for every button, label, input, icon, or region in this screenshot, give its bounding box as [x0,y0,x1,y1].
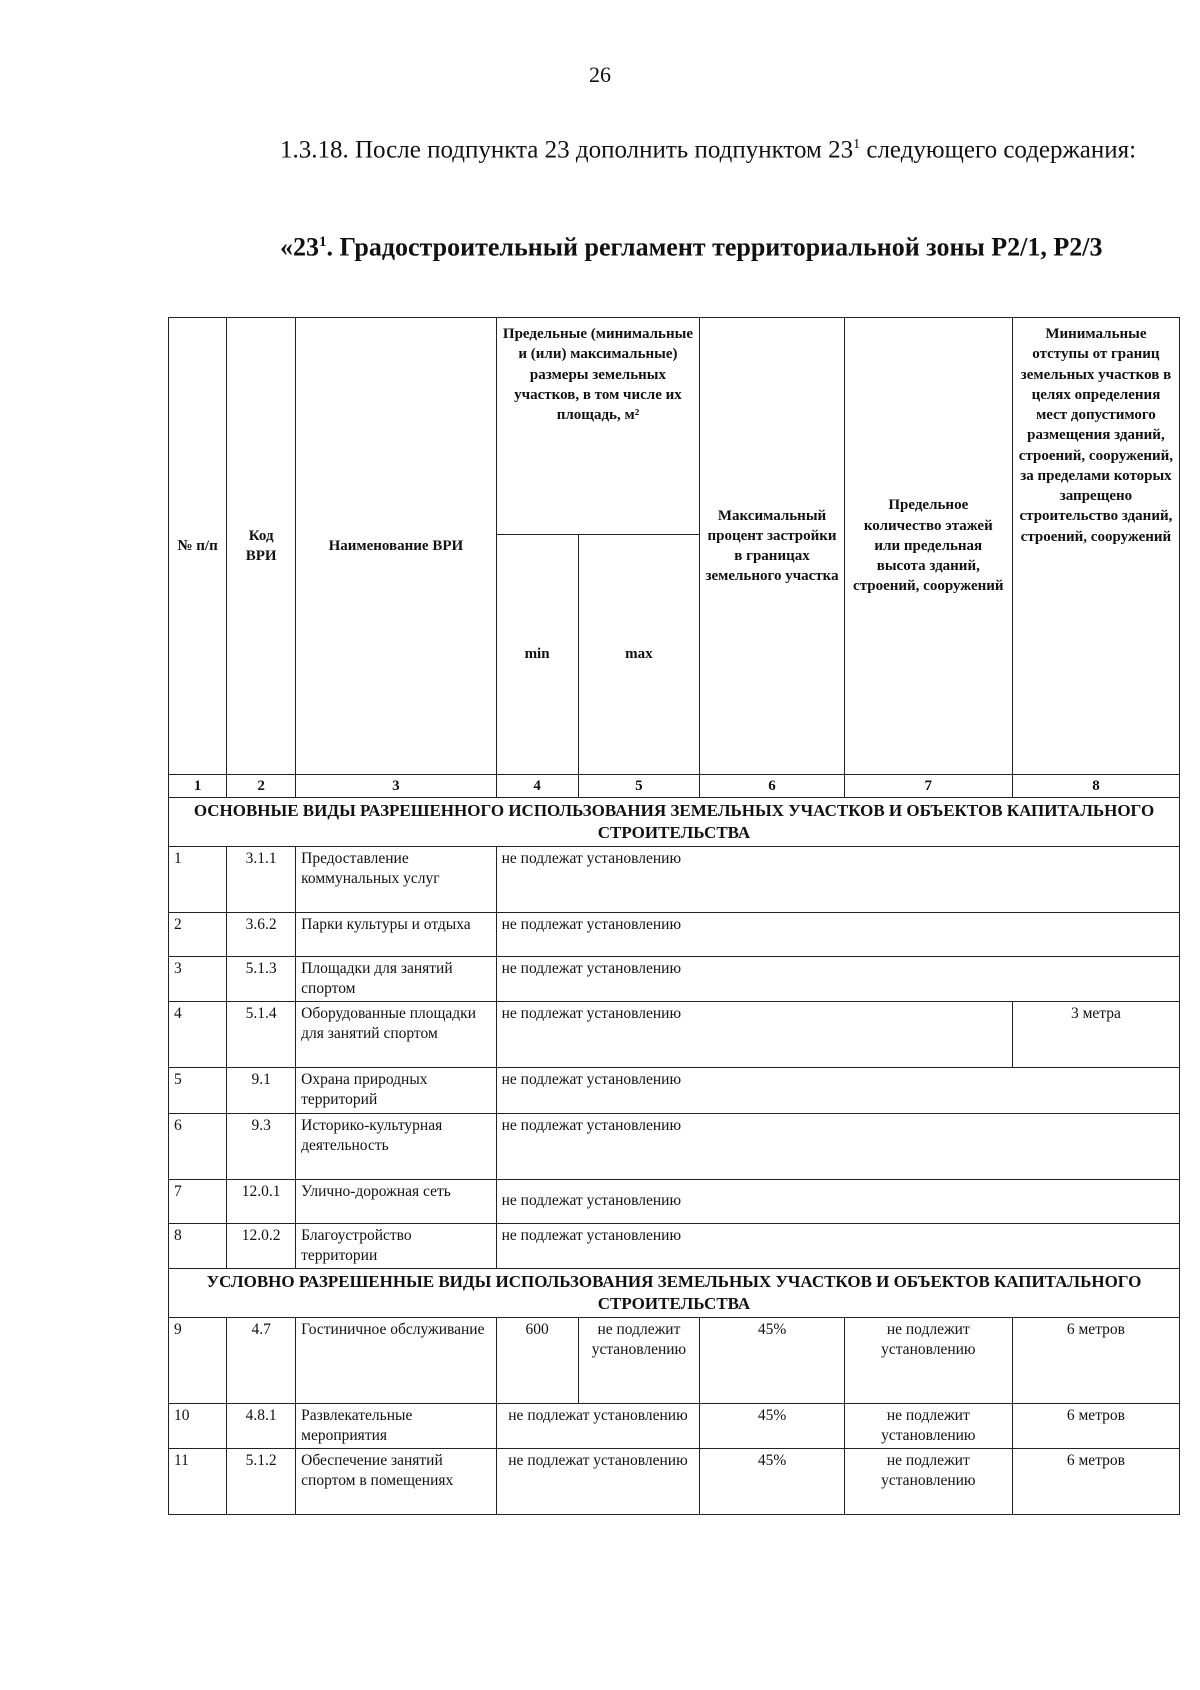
row-num: 8 [169,1223,227,1268]
row-name: Гостиничное обслуживание [296,1317,496,1403]
row-name: Оборудованные площадки для занятий спортом [296,1002,496,1068]
section-main-title: ОСНОВНЫЕ ВИДЫ РАЗРЕШЕННОГО ИСПОЛЬЗОВАНИЯ ЗЕМЕЛЬНЫХ УЧАСТКОВ И ОБЪЕКТОВ КАПИТАЛЬНОГО СТРОИТЕЛЬСТВА [169,798,1180,847]
amendment-intro: 1.3.18. После подпункта 23 дополнить подпунктом $23^1$ следующего содержания: [280,136,1137,164]
row-num: 11 [169,1449,227,1515]
row-name: Развлекательные мероприятия [296,1403,496,1448]
header-floors: Предельное количество этажей или предельная высота зданий, строений, сооружений [844,318,1012,775]
header-setback: Минимальные отступы от границ земельных участков в целях определения мест допустимого размещения зданий, строений, сооружений, за пределами которых запрещено строительство зданий, строений, сооружений [1012,318,1179,775]
row-name: Парки культуры и отдыха [296,913,496,957]
table-row [169,1068,1180,1113]
column-number-row [169,775,1180,798]
row-name: Благоустройство территории [296,1223,496,1268]
col-number: 3 [296,775,496,798]
row-value: не подлежат установлению [496,1223,1179,1268]
row-num: 5 [169,1068,227,1113]
table-row [169,1179,1180,1223]
row-floors: не подлежит установлению [844,1403,1012,1448]
row-num: 1 [169,847,227,913]
row-num: 4 [169,1002,227,1068]
row-name: Улично-дорожная сеть [296,1179,496,1223]
row-name: Охрана природных территорий [296,1068,496,1113]
row-num: 9 [169,1317,227,1403]
row-value: не подлежат установлению [496,847,1179,913]
regulation-table [168,317,1180,1515]
header-max: max [578,535,700,775]
row-name: Площадки для занятий спортом [296,957,496,1002]
table-row [169,1317,1180,1403]
row-num: 7 [169,1179,227,1223]
row-setback: 6 метров [1012,1449,1179,1515]
row-floors: не подлежит установлению [844,1317,1012,1403]
header-percent: Максимальный процент застройки в границах земельного участка [700,318,844,775]
header-num: № п/п [169,318,227,775]
row-code: 5.1.4 [227,1002,296,1068]
row-name: Историко-культурная деятельность [296,1113,496,1179]
row-value: не подлежат установлению [496,1068,1179,1113]
header-size: Предельные (минимальные и (или) максимальные) размеры земельных участков, в том числе их площадь, м² [496,318,700,535]
header-min: min [496,535,578,775]
row-code: 9.1 [227,1068,296,1113]
row-setback: 3 метра [1012,1002,1179,1068]
row-max: не подлежит установлению [578,1317,700,1403]
row-size: не подлежат установлению [496,1403,700,1448]
row-value: не подлежат установлению [496,1002,1012,1068]
row-percent: 45% [700,1317,844,1403]
col-number: 2 [227,775,296,798]
header-name: Наименование ВРИ [296,318,496,775]
row-code: 4.8.1 [227,1403,296,1448]
row-code: 3.1.1 [227,847,296,913]
row-code: 9.3 [227,1113,296,1179]
row-code: 12.0.2 [227,1223,296,1268]
row-code: 5.1.2 [227,1449,296,1515]
row-percent: 45% [700,1449,844,1515]
table-row [169,957,1180,1002]
row-value: не подлежат установлению [496,1179,1179,1223]
row-num: 3 [169,957,227,1002]
row-num: 10 [169,1403,227,1448]
section-heading: «$23^1$. Градостроительный регламент территориальной зоны Р2/1, Р2/3 [280,232,1103,262]
col-number: 5 [578,775,700,798]
section-conditional-title: УСЛОВНО РАЗРЕШЕННЫЕ ВИДЫ ИСПОЛЬЗОВАНИЯ ЗЕМЕЛЬНЫХ УЧАСТКОВ И ОБЪЕКТОВ КАПИТАЛЬНОГО СТРОИТЕЛЬСТВА [169,1268,1180,1317]
row-value: не подлежат установлению [496,913,1179,957]
row-value: не подлежат установлению [496,1113,1179,1179]
table-row [169,1449,1180,1515]
section-conditional-row [169,1268,1180,1317]
table-row [169,847,1180,913]
table-row [169,1403,1180,1448]
row-floors: не подлежит установлению [844,1449,1012,1515]
col-number: 6 [700,775,844,798]
col-number: 1 [169,775,227,798]
col-number: 8 [1012,775,1179,798]
table-row [169,1113,1180,1179]
row-setback: 6 метров [1012,1403,1179,1448]
row-percent: 45% [700,1403,844,1448]
section-main-row [169,798,1180,847]
row-code: 4.7 [227,1317,296,1403]
table-row [169,913,1180,957]
row-name: Предоставление коммунальных услуг [296,847,496,913]
row-min: 600 [496,1317,578,1403]
row-size: не подлежат установлению [496,1449,700,1515]
row-num: 6 [169,1113,227,1179]
row-num: 2 [169,913,227,957]
header-row [169,318,1180,535]
col-number: 4 [496,775,578,798]
row-code: 3.6.2 [227,913,296,957]
row-value: не подлежат установлению [496,957,1179,1002]
page-number: 26 [589,62,611,87]
table-row [169,1002,1180,1068]
row-name: Обеспечение занятий спортом в помещениях [296,1449,496,1515]
col-number: 7 [844,775,1012,798]
table-row [169,1223,1180,1268]
header-code: Код ВРИ [227,318,296,775]
row-code: 12.0.1 [227,1179,296,1223]
row-setback: 6 метров [1012,1317,1179,1403]
row-code: 5.1.3 [227,957,296,1002]
